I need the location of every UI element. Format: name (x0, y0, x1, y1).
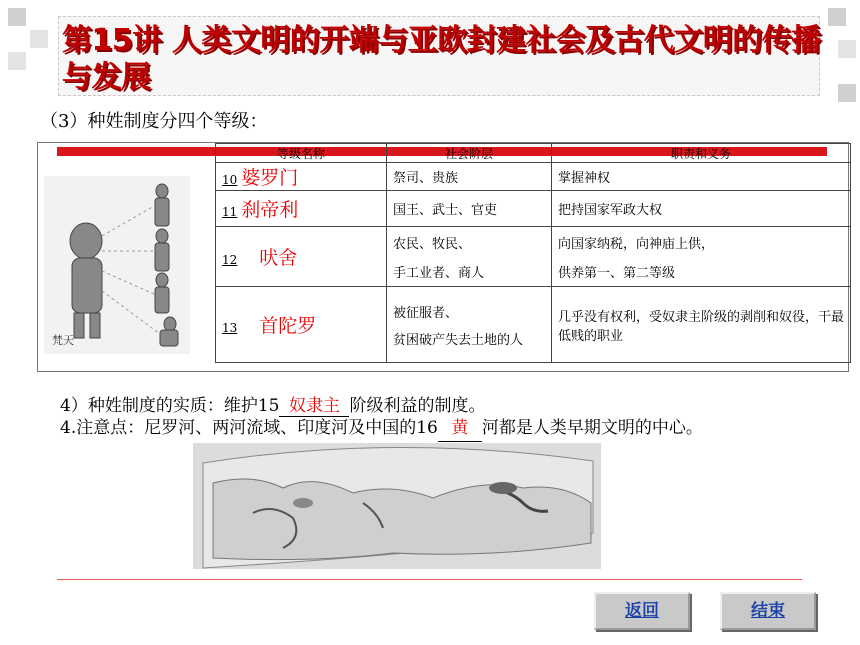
caste-name: 婆罗门 (241, 167, 299, 189)
caste-essence-line (60, 391, 485, 417)
duty-cell: 掌握神权 (552, 163, 851, 191)
line5-suffix: 河都是人类早期文明的中心。 (481, 418, 703, 438)
table-row (216, 287, 851, 363)
answer-blank-15: 奴隶主 (279, 391, 349, 417)
corner-square (8, 8, 26, 26)
river-civilizations-map (193, 443, 601, 569)
corner-square (828, 8, 846, 26)
row-number: 12 (222, 253, 238, 267)
civilization-note-line (60, 416, 830, 442)
header-rank: 等级名称 (216, 144, 387, 163)
header-duty: 职责和义务 (552, 144, 851, 163)
duty-cell: 几乎没有权利，受奴隶主阶级的剥削和奴役，干最低贱的职业 (552, 287, 851, 363)
corner-square (30, 30, 48, 48)
page-title: 第15讲 人类文明的开端与亚欧封建社会及古代文明的传播与发展 (62, 23, 821, 95)
header-class: 社会阶层 (387, 144, 552, 163)
footer-divider (57, 579, 802, 580)
duty-line-2: 供养第一、第二等级 (558, 265, 676, 281)
answer-blank-16: 黄 (438, 416, 482, 442)
corner-square (8, 52, 26, 70)
back-button[interactable]: 返回 (594, 592, 690, 630)
duty-line-1: 向国家纳税，向神庙上供， (558, 236, 715, 252)
table-row (216, 227, 851, 287)
line4-prefix: 4）种姓制度的实质：维护15 (60, 396, 280, 416)
class-cell: 国王、武士、官吏 (387, 191, 552, 227)
section-subheading: （3）种姓制度分四个等级： (40, 111, 268, 132)
caste-name: 刹帝利 (241, 199, 299, 221)
row-number: 10 (222, 173, 238, 187)
caste-illustration (44, 176, 190, 354)
table-row (216, 163, 851, 191)
row-number: 13 (222, 321, 238, 335)
duty-cell: 把持国家军政大权 (552, 191, 851, 227)
class-line-2: 贫困破产失去土地的人 (393, 332, 524, 348)
corner-square (838, 40, 856, 58)
row-number: 11 (222, 205, 238, 219)
caste-name: 吠舍 (259, 247, 298, 269)
caste-table (215, 143, 851, 363)
class-line-2: 手工业者、商人 (393, 265, 485, 281)
class-line-1: 被征服者、 (393, 305, 459, 321)
table-row (216, 191, 851, 227)
illustration-caption: 梵天 (52, 334, 74, 347)
class-cell: 祭司、贵族 (387, 163, 552, 191)
end-button[interactable]: 结束 (720, 592, 816, 630)
line4-suffix: 阶级利益的制度。 (349, 396, 486, 416)
table-header-row (216, 144, 851, 163)
corner-square (838, 84, 856, 102)
line5-prefix: 4.注意点：尼罗河、两河流域、印度河及中国的16 (60, 418, 438, 438)
caste-name: 首陀罗 (259, 315, 317, 337)
class-line-1: 农民、牧民、 (393, 236, 472, 252)
